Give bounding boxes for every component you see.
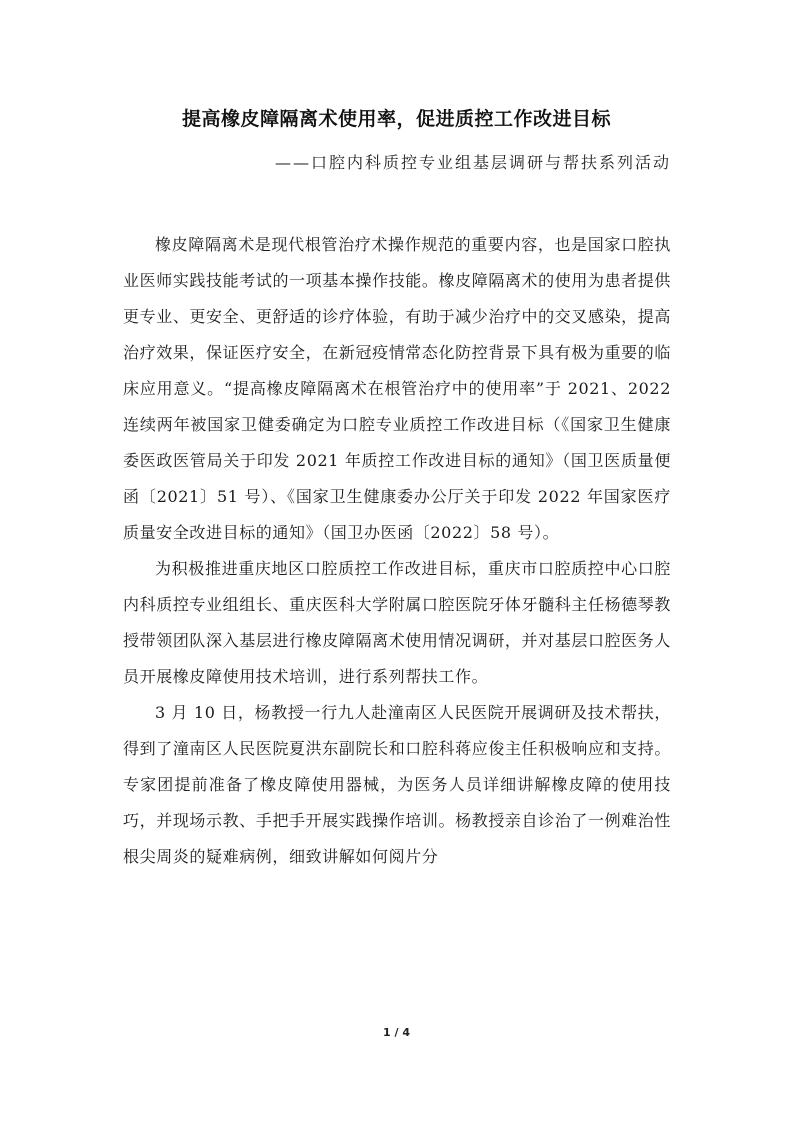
document-body — [123, 227, 671, 875]
document-title: 提高橡皮障隔离术使用率，促进质控工作改进目标 — [181, 108, 611, 130]
document-subtitle: ——口腔内科质控专业组基层调研与帮扶系列活动 — [274, 153, 671, 172]
paragraph-3: 3 月 10 日，杨教授一行九人赴潼南区人民医院开展调研及技术帮扶，得到了潼南区人民医院夏洪东副院长和口腔科蒋应俊主任积极响应和支持。专家团提前准备了橡皮障使用器械，为医务人员详细讲解橡皮障的使用技巧，并现场示教、手把手开展实践操作培训。杨教授亲自诊治了一例难治性根尖周炎的疑难病例，细致讲解如何阅片分 — [123, 703, 671, 866]
page-number: 1 / 4 — [383, 1026, 410, 1039]
paragraph-2: 为积极推进重庆地区口腔质控工作改进目标，重庆市口腔质控中心口腔内科质控专业组组长、重庆医科大学附属口腔医院牙体牙髓科主任杨德琴教授带领团队深入基层进行橡皮障隔离术使用情况调研，并对基层口腔医务人员开展橡皮障使用技术培训，进行系列帮扶工作。 — [123, 559, 671, 686]
paragraph-1: 橡皮障隔离术是现代根管治疗术操作规范的重要内容，也是国家口腔执业医师实践技能考试的一项基本操作技能。橡皮障隔离术的使用为患者提供更专业、更安全、更舒适的诊疗体验，有助于减少治疗中的交叉感染，提高治疗效果，保证医疗安全，在新冠疫情常态化防控背景下具有极为重要的临床应用意义。“提高橡皮障隔离术在根管治疗中的使用率”于 2021、2022 连续两年被国家卫健委确定为口腔专业质控工作改进目标（《国家卫生健康委医政医管局关于印发 2021 年质控工作改进目标的通知》（国卫医质量便函〔2021〕51 号）、《国家卫生健康委办公厅关于印发 2022 年国家医疗质量安全改进目标的通知》（国卫办医函〔2022〕58 号）。 — [123, 235, 671, 542]
